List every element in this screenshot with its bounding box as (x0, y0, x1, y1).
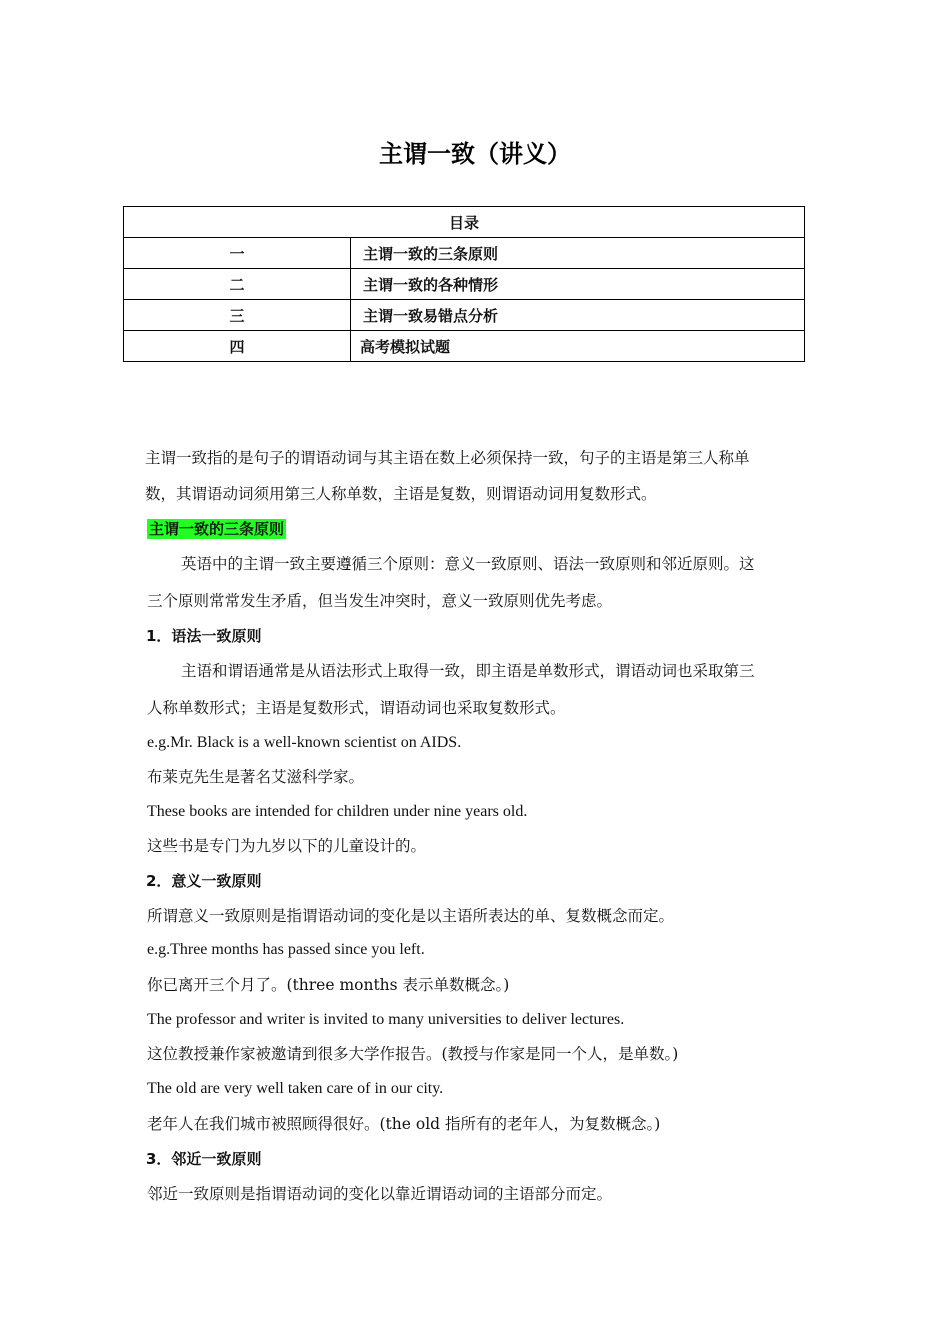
principles-para-line-2: 三个原则常常发生矛盾，但当发生冲突时，意义一致原则优先考虑。 (147, 592, 613, 610)
meaning-example-2-zh: 这位教授兼作家被邀请到很多大学作报告。(教授与作家是同一个人，是单数。) (147, 1045, 679, 1063)
toc-number: 一 (124, 238, 351, 269)
page-title: 主谓一致（讲义） (379, 140, 571, 168)
toc-row (124, 300, 805, 331)
toc-row (124, 238, 805, 269)
toc-number: 二 (124, 269, 351, 300)
grammar-example-1-zh: 布莱克先生是著名艾滋科学家。 (147, 768, 365, 786)
meaning-example-1-en: e.g.Three months has passed since you left. (147, 941, 425, 958)
proximity-heading: 3．邻近一致原则 (146, 1150, 262, 1168)
toc-item-label: 主谓一致的三条原则 (351, 238, 805, 269)
meaning-example-3-en: The old are very well taken care of in our city. (147, 1080, 444, 1097)
grammar-line-2: 人称单数形式；主语是复数形式，谓语动词也采取复数形式。 (147, 699, 566, 717)
meaning-line-1: 所谓意义一致原则是指谓语动词的变化是以主语所表达的单、复数概念而定。 (147, 907, 675, 925)
toc-item-label: 主谓一致的各种情形 (351, 269, 805, 300)
table-of-contents (123, 206, 805, 362)
grammar-line-1: 主语和谓语通常是从语法形式上取得一致，即主语是单数形式，谓语动词也采取第三 (181, 662, 755, 680)
toc-number: 四 (124, 331, 351, 362)
highlighted-text: 主谓一致的三条原则 (149, 520, 285, 538)
toc-item-label: 主谓一致易错点分析 (351, 300, 805, 331)
meaning-example-3-zh: 老年人在我们城市被照顾得很好。(the old 指所有的老年人，为复数概念。) (147, 1115, 661, 1133)
toc-header: 目录 (124, 207, 805, 238)
section-highlight-title (147, 519, 286, 539)
toc-item-label: 高考模拟试题 (351, 331, 805, 362)
toc-row (124, 331, 805, 362)
grammar-heading: 1．语法一致原则 (146, 627, 262, 645)
grammar-example-1-en: e.g.Mr. Black is a well-known scientist on AIDS. (147, 734, 462, 751)
toc-number: 三 (124, 300, 351, 331)
grammar-example-2-zh: 这些书是专门为九岁以下的儿童设计的。 (147, 837, 427, 855)
meaning-heading: 2．意义一致原则 (146, 872, 262, 890)
meaning-example-2-en: The professor and writer is invited to many universities to deliver lectures. (147, 1011, 625, 1028)
intro-line-1: 主谓一致指的是句子的谓语动词与其主语在数上必须保持一致，句子的主语是第三人称单 (145, 449, 750, 467)
grammar-example-2-en: These books are intended for children under nine years old. (147, 803, 528, 820)
proximity-line-1: 邻近一致原则是指谓语动词的变化以靠近谓语动词的主语部分而定。 (147, 1185, 613, 1203)
meaning-example-1-zh: 你已离开三个月了。(three months 表示单数概念。) (147, 976, 510, 994)
toc-row (124, 269, 805, 300)
principles-para-line-1: 英语中的主谓一致主要遵循三个原则：意义一致原则、语法一致原则和邻近原则。这 (181, 555, 755, 573)
intro-line-2: 数，其谓语动词须用第三人称单数，主语是复数，则谓语动词用复数形式。 (145, 485, 657, 503)
